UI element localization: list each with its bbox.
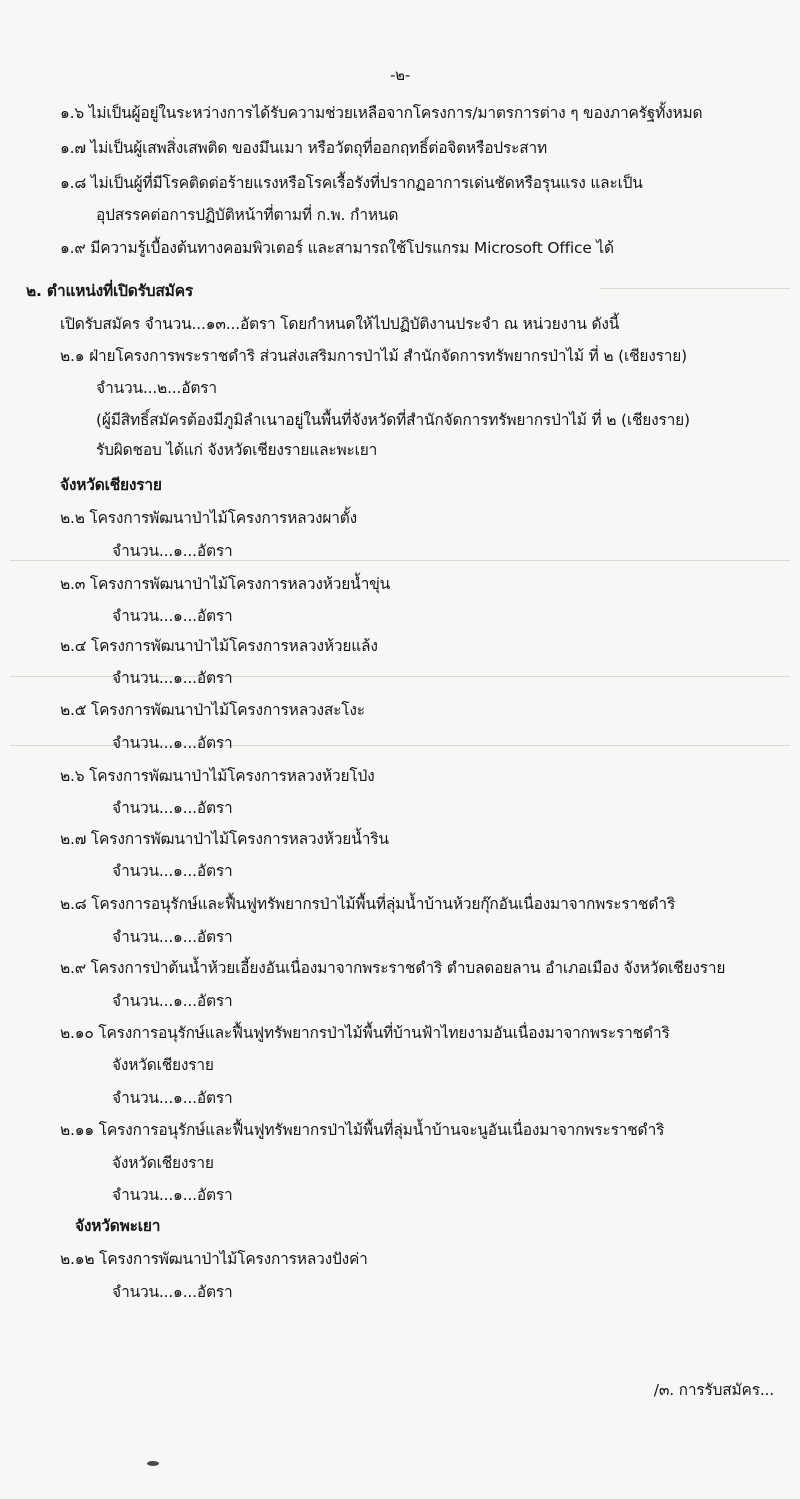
item-count: จำนวน...๑...อัตรา: [112, 734, 233, 752]
item-2-12-count: จำนวน...๑...อัตรา: [112, 1283, 233, 1301]
item-title: ๒.๒ โครงการพัฒนาป่าไม้โครงการหลวงผาตั้ง: [60, 509, 357, 527]
bleed-through-line: [600, 288, 790, 289]
item-2-11-count: จำนวน...๑...อัตรา: [112, 1186, 233, 1204]
province-heading-chiangrai: จังหวัดเชียงราย: [60, 476, 162, 494]
page-number: -๒-: [389, 66, 411, 84]
province-heading-phayao: จังหวัดพะเยา: [75, 1217, 161, 1235]
item-count: จำนวน...๑...อัตรา: [112, 928, 233, 946]
qualification-1-8: ๑.๘ ไม่เป็นผู้ที่มีโรคติดต่อร้ายแรงหรือโรคเรื้อรังที่ปรากฏอาการเด่นชัดหรือรุนแรง และเป็น: [60, 174, 643, 192]
item-count: จำนวน...๑...อัตรา: [112, 992, 233, 1010]
item-count: จำนวน...๑...อัตรา: [112, 799, 233, 817]
item-2-1-count: จำนวน...๒...อัตรา: [96, 379, 217, 397]
item-2-10-province: จังหวัดเชียงราย: [112, 1056, 214, 1074]
item-2-12-title: ๒.๑๒ โครงการพัฒนาป่าไม้โครงการหลวงปังค่า: [60, 1250, 368, 1268]
item-count: จำนวน...๑...อัตรา: [112, 669, 233, 687]
item-count: จำนวน...๑...อัตรา: [112, 607, 233, 625]
item-2-10-title: ๒.๑๐ โครงการอนุรักษ์และฟื้นฟูทรัพยากรป่าไม้พื้นที่บ้านฟ้าไทยงามอันเนื่องมาจากพระราชดำริ: [60, 1024, 670, 1042]
item-2-10-count: จำนวน...๑...อัตรา: [112, 1089, 233, 1107]
item-title: ๒.๕ โครงการพัฒนาป่าไม้โครงการหลวงสะโงะ: [60, 701, 365, 719]
item-count: จำนวน...๑...อัตรา: [112, 542, 233, 560]
item-2-11-province: จังหวัดเชียงราย: [112, 1154, 214, 1172]
item-title: ๒.๖ โครงการพัฒนาป่าไม้โครงการหลวงห้วยโป่ง: [60, 767, 375, 785]
item-title: ๒.๔ โครงการพัฒนาป่าไม้โครงการหลวงห้วยแล้ง: [60, 637, 378, 655]
item-2-11-title: ๒.๑๑ โครงการอนุรักษ์และฟื้นฟูทรัพยากรป่าไม้พื้นที่ลุ่มน้ำบ้านจะนูอันเนื่องมาจากพระราชดำริ: [60, 1121, 665, 1139]
item-2-1-title: ๒.๑ ฝ่ายโครงการพระราชดำริ ส่วนส่งเสริมการป่าไม้ สำนักจัดการทรัพยากรป่าไม้ ที่ ๒ (เชียงราย): [60, 347, 688, 365]
item-title: ๒.๘ โครงการอนุรักษ์และฟื้นฟูทรัพยากรป่าไม้พื้นที่ลุ่มน้ำบ้านห้วยกุ๊กอันเนื่องมาจากพระราชดำริ: [60, 895, 676, 913]
qualification-1-6: ๑.๖ ไม่เป็นผู้อยู่ในระหว่างการได้รับความช่วยเหลือจากโครงการ/มาตรการต่าง ๆ ของภาครัฐทั้งหมด: [60, 104, 703, 122]
item-title: ๒.๗ โครงการพัฒนาป่าไม้โครงการหลวงห้วยน้ำริน: [60, 830, 389, 848]
item-title: ๒.๙ โครงการป่าต้นน้ำห้วยเอี้ยงอันเนื่องมาจากพระราชดำริ ตำบลดอยลาน อำเภอเมือง จังหวัดเชียงราย: [60, 959, 726, 977]
qualification-1-9: ๑.๙ มีความรู้เบื้องต้นทางคอมพิวเตอร์ และสามารถใช้โปรแกรม Microsoft Office ได้: [60, 239, 614, 257]
section-2-intro: เปิดรับสมัคร จำนวน...๑๓...อัตรา โดยกำหนดให้ไปปฏิบัติงานประจำ ณ หน่วยงาน ดังนี้: [60, 315, 620, 333]
qualification-1-8-continuation: อุปสรรคต่อการปฏิบัติหน้าที่ตามที่ ก.พ. กำหนด: [96, 206, 399, 224]
item-2-1-note: (ผู้มีสิทธิ์สมัครต้องมีภูมิลำเนาอยู่ในพื้นที่จังหวัดที่สำนักจัดการทรัพยากรป่าไม้ ที่ ๒ (เชียงราย): [96, 411, 690, 429]
ink-speck: [147, 1461, 159, 1466]
item-title: ๒.๓ โครงการพัฒนาป่าไม้โครงการหลวงห้วยน้ำขุ่น: [60, 575, 391, 593]
continuation-marker: /๓. การรับสมัคร...: [653, 1381, 774, 1399]
section-2-heading: ๒. ตำแหน่งที่เปิดรับสมัคร: [26, 282, 193, 300]
item-2-1-note-continuation: รับผิดชอบ ได้แก่ จังหวัดเชียงรายและพะเยา: [96, 441, 378, 459]
qualification-1-7: ๑.๗ ไม่เป็นผู้เสพสิ่งเสพติด ของมึนเมา หรือวัตถุที่ออกฤทธิ์ต่อจิตหรือประสาท: [60, 139, 547, 157]
item-count: จำนวน...๑...อัตรา: [112, 862, 233, 880]
